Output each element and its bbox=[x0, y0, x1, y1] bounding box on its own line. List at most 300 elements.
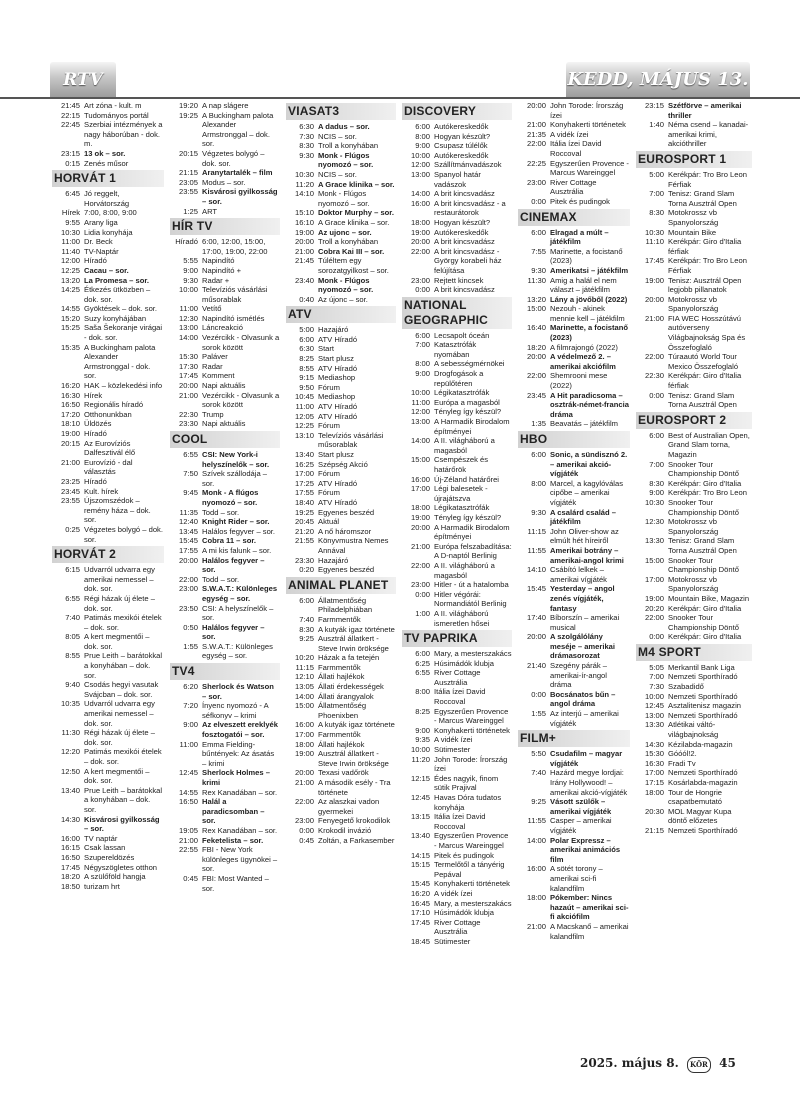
program-row bbox=[286, 701, 396, 720]
program-title: Start bbox=[318, 344, 335, 354]
program-title: Pitek és pudingok bbox=[434, 850, 494, 860]
program-title: Sherlock és Watson – sor. bbox=[202, 682, 274, 701]
program-row bbox=[170, 768, 280, 787]
program-row bbox=[402, 774, 512, 793]
program-title: Szállítmánvadászok bbox=[434, 160, 502, 170]
program-row bbox=[52, 767, 164, 786]
program-row bbox=[170, 276, 280, 286]
program-row bbox=[52, 632, 164, 651]
program-row bbox=[402, 879, 512, 889]
program-row bbox=[170, 740, 280, 769]
program-time: 9:00 bbox=[183, 265, 198, 275]
program-title: Ausztrál állatkert - Steve Irwin öröksége bbox=[318, 749, 389, 768]
program-title: Bíborszín – amerikai musical bbox=[550, 613, 620, 632]
program-row bbox=[402, 199, 512, 218]
program-title: Nemzeti Sporthíradó bbox=[668, 691, 738, 701]
program-row bbox=[518, 159, 630, 178]
program-row bbox=[286, 180, 396, 190]
program-title: Drogfogások a repülőtéren bbox=[434, 369, 484, 388]
tv-listing-columns bbox=[52, 101, 752, 1051]
program-title: A Hit paradicsoma – osztrák-német-francia dráma bbox=[550, 390, 629, 419]
program-time: 21:35 bbox=[526, 129, 546, 139]
program-title: Hazajáró bbox=[318, 555, 349, 565]
program-row bbox=[52, 496, 164, 525]
program-title: Csábító lelkek – amerikai vígjáték bbox=[550, 565, 607, 584]
program-row bbox=[518, 266, 630, 276]
program-time: 22:55 bbox=[178, 845, 198, 855]
program-time: 21:20 bbox=[294, 526, 314, 536]
program-time: 17:45 bbox=[644, 256, 664, 266]
program-row bbox=[170, 187, 280, 206]
program-row bbox=[636, 826, 752, 836]
program-title: Sherlock Holmes – krimi bbox=[202, 768, 270, 787]
program-row bbox=[402, 793, 512, 812]
program-title: Eurovízió - dal választás bbox=[84, 457, 133, 477]
program-time: 8:55 bbox=[299, 363, 314, 373]
program-title: Suzy konyhájában bbox=[84, 313, 147, 323]
program-title: Napindító ismétlés bbox=[202, 313, 265, 323]
program-time: 10:00 bbox=[410, 745, 430, 755]
program-title: Édes nagyik, finom sütik Prajival bbox=[434, 773, 499, 793]
program-time: 15:30 bbox=[644, 749, 664, 759]
program-time: 9:45 bbox=[183, 488, 198, 498]
program-time: 9:00 bbox=[415, 369, 430, 379]
program-row bbox=[286, 189, 396, 208]
program-row bbox=[636, 352, 752, 371]
program-time: 23:40 bbox=[294, 275, 314, 285]
program-title: Knight Rider – sor. bbox=[202, 517, 270, 527]
program-title: Kerékpár: Tro Bro Leon Férfiak bbox=[668, 256, 747, 275]
program-row bbox=[518, 479, 630, 508]
program-row bbox=[170, 362, 280, 372]
program-row bbox=[286, 517, 396, 527]
program-time: 9:25 bbox=[531, 797, 546, 807]
program-time: 19:25 bbox=[294, 507, 314, 517]
program-title: Csak lassan bbox=[84, 843, 126, 853]
program-title: A brit kincsvadász bbox=[434, 237, 495, 247]
channel-header: M4 SPORT bbox=[636, 644, 752, 661]
program-time: 8:25 bbox=[299, 354, 314, 364]
program-title: A nő háromszor bbox=[318, 526, 372, 536]
program-time: 1:55 bbox=[531, 709, 546, 719]
program-time: 17:55 bbox=[294, 488, 314, 498]
program-time: 9:30 bbox=[531, 507, 546, 517]
listing-column bbox=[518, 101, 630, 1051]
program-time: 0:25 bbox=[65, 524, 80, 534]
channel-header: HORVÁT 1 bbox=[52, 170, 164, 187]
program-time: 16:00 bbox=[410, 474, 430, 484]
program-title: Kerékpár: Giro d'Italia bbox=[668, 632, 742, 642]
program-time: 19:20 bbox=[178, 101, 198, 110]
program-title: Vásott szülők – amerikai vígjáték bbox=[550, 797, 612, 816]
program-time: 15:30 bbox=[178, 352, 198, 362]
program-row bbox=[170, 546, 280, 556]
program-time: 13:45 bbox=[178, 526, 198, 536]
program-row bbox=[636, 536, 752, 555]
program-row bbox=[286, 720, 396, 730]
program-time: 7:00 bbox=[415, 340, 430, 350]
program-row bbox=[52, 728, 164, 747]
program-title: Légikatasztrófák bbox=[434, 388, 490, 398]
program-title: Kerékpár: Tro Bro Leon bbox=[668, 488, 747, 498]
program-time: 21:00 bbox=[178, 390, 198, 400]
program-time: 21:15 bbox=[644, 825, 664, 835]
program-row bbox=[636, 170, 752, 189]
program-title: Régi házak új élete – dok. sor. bbox=[84, 728, 155, 747]
program-row bbox=[286, 672, 396, 682]
program-title: Házak a fa tetején bbox=[318, 653, 380, 663]
program-title: Start plusz bbox=[318, 354, 354, 364]
program-time: 15:25 bbox=[60, 323, 80, 333]
program-time: 14:30 bbox=[644, 739, 664, 749]
program-row bbox=[402, 707, 512, 726]
program-time: 11:35 bbox=[179, 507, 198, 517]
program-title: Yesterday – angol zenés vígjáték, fantasy bbox=[550, 584, 615, 613]
program-title: A mi kis falunk – sor. bbox=[202, 545, 272, 555]
program-title: Motokrossz vb Spanyolország bbox=[668, 517, 719, 536]
program-title: Monk - Flúgos nyomozó – sor. bbox=[318, 189, 370, 208]
program-title: A nap slágere bbox=[202, 101, 249, 110]
program-row bbox=[52, 189, 164, 208]
program-title: Elragad a múlt – játékfilm bbox=[550, 227, 609, 247]
program-title: Arany liga bbox=[84, 217, 118, 227]
program-row bbox=[170, 527, 280, 537]
program-row bbox=[286, 653, 396, 663]
program-time: 0:00 bbox=[531, 196, 546, 206]
program-time: 14:00 bbox=[294, 691, 314, 701]
program-title: Egyszerűen Provence - Marcus Wareinggel bbox=[550, 158, 629, 178]
channel-header: VIASAT3 bbox=[286, 103, 396, 120]
program-time: 12:10 bbox=[294, 672, 314, 682]
program-row bbox=[402, 276, 512, 286]
program-row bbox=[286, 692, 396, 702]
program-time: 13:05 bbox=[294, 682, 314, 692]
listing-column bbox=[52, 101, 164, 1051]
program-row bbox=[52, 419, 164, 429]
program-row bbox=[402, 455, 512, 474]
program-time: 17:00 bbox=[410, 484, 430, 494]
program-title: Csudafilm – magyar vígjáték bbox=[550, 749, 623, 768]
header-divider bbox=[0, 97, 800, 99]
program-time: 18:10 bbox=[60, 419, 80, 429]
program-title: Asztalitenisz magazin bbox=[668, 701, 742, 711]
program-time: 12:30 bbox=[178, 313, 198, 323]
program-title: A Buckingham palota Alexander Armstronggal - dok. sor. bbox=[84, 342, 156, 381]
program-row bbox=[286, 460, 396, 470]
program-title: Húsimádók klubja bbox=[434, 658, 494, 668]
program-title: Cacau – sor. bbox=[84, 265, 129, 275]
program-row bbox=[170, 323, 280, 333]
program-time: 13:10 bbox=[294, 430, 314, 440]
program-row bbox=[636, 720, 752, 739]
program-time: 14:00 bbox=[410, 436, 430, 446]
program-time: 6:55 bbox=[415, 668, 430, 678]
program-row bbox=[402, 649, 512, 659]
program-title: Csodás hegyi vasutak Svájcban – dok. sor. bbox=[84, 680, 159, 699]
program-time: 5:55 bbox=[183, 256, 198, 266]
program-time: 7:55 bbox=[531, 246, 546, 256]
program-row bbox=[636, 594, 752, 604]
program-row bbox=[636, 256, 752, 275]
program-row bbox=[170, 536, 280, 546]
program-row bbox=[402, 745, 512, 755]
program-title: La Promesa – sor. bbox=[84, 275, 150, 285]
program-time: 21:45 bbox=[60, 101, 80, 110]
program-row bbox=[518, 450, 630, 479]
program-time: 9:00 bbox=[415, 141, 430, 151]
program-row bbox=[402, 141, 512, 151]
program-row bbox=[402, 388, 512, 398]
channel-header: NATIONAL GEOGRAPHIC bbox=[402, 297, 512, 329]
program-time: 21:00 bbox=[410, 541, 430, 551]
program-time: 13:00 bbox=[410, 417, 430, 427]
program-row bbox=[286, 354, 396, 364]
program-title: Snooker Tour Championship Döntő bbox=[668, 555, 739, 575]
program-title: Nemzeti Sporthíradó bbox=[668, 768, 738, 778]
program-title: NCIS – sor. bbox=[318, 169, 357, 179]
program-title: John Oliver-show az elmúlt hét híreiről bbox=[550, 526, 619, 546]
program-time: 20:00 bbox=[178, 555, 198, 565]
program-time: 13:15 bbox=[410, 812, 430, 822]
program-title: John Torode: Írország ízei bbox=[550, 101, 624, 120]
program-title: Állati árangyalok bbox=[318, 691, 374, 701]
program-title: Hírek bbox=[84, 390, 103, 400]
program-time: 11:10 bbox=[645, 237, 664, 247]
program-row bbox=[170, 556, 280, 575]
program-row bbox=[518, 508, 630, 527]
program-row bbox=[402, 331, 512, 341]
program-time: 9:55 bbox=[65, 217, 80, 227]
program-row bbox=[286, 132, 396, 142]
program-time: 21:00 bbox=[294, 246, 314, 256]
program-title: Négyszögletes otthon bbox=[84, 862, 158, 872]
program-title: Mary, a mesterszakács bbox=[434, 649, 512, 659]
program-title: Ínyenc nyomozó - A séfkonyv – krimi bbox=[202, 701, 269, 720]
program-title: Híradó bbox=[84, 476, 107, 486]
program-row bbox=[170, 797, 280, 826]
program-row bbox=[52, 429, 164, 439]
program-row bbox=[636, 778, 752, 788]
program-row bbox=[402, 590, 512, 609]
program-time: 6:55 bbox=[183, 450, 198, 459]
program-title: Régi házak új élete – dok. sor. bbox=[84, 593, 155, 613]
program-time: 12:25 bbox=[60, 265, 80, 275]
program-row bbox=[518, 101, 630, 120]
program-row bbox=[286, 402, 396, 412]
program-time: 14:55 bbox=[60, 304, 80, 314]
program-time: 11:00 bbox=[411, 397, 430, 407]
program-time: 8:00 bbox=[415, 687, 430, 697]
program-row bbox=[286, 373, 396, 383]
program-title: Motokrossz vb Spanyolország bbox=[668, 294, 719, 314]
program-title: Lány a jövőből (2022) bbox=[550, 294, 628, 304]
program-row bbox=[402, 523, 512, 542]
program-title: Szegény párák – amerikai-ír-angol dráma bbox=[550, 661, 607, 690]
program-row bbox=[286, 778, 396, 797]
program-row bbox=[286, 469, 396, 479]
program-title: Televíziós vásárlási műsorablak bbox=[318, 430, 384, 450]
program-row bbox=[286, 335, 396, 345]
program-time: 10:30 bbox=[644, 227, 664, 237]
program-time: 17:45 bbox=[410, 917, 430, 927]
program-time: 15:45 bbox=[526, 584, 546, 594]
program-row bbox=[636, 807, 752, 826]
program-row bbox=[52, 149, 164, 159]
channel-header: ANIMAL PLANET bbox=[286, 577, 396, 594]
program-row bbox=[170, 874, 280, 893]
program-title: Marinette, a focistanő (2023) bbox=[550, 246, 623, 266]
program-time: 18:00 bbox=[410, 503, 430, 513]
program-time: 14:25 bbox=[60, 285, 80, 295]
program-time: 16:45 bbox=[410, 898, 430, 908]
program-row bbox=[52, 101, 164, 111]
program-title: Aktuál bbox=[318, 517, 340, 527]
program-row bbox=[518, 709, 630, 728]
program-title: Fórum bbox=[318, 382, 340, 392]
program-row bbox=[518, 371, 630, 390]
program-row bbox=[402, 726, 512, 736]
program-time: 18:00 bbox=[410, 217, 430, 227]
program-title: A II. világháború a magasból bbox=[434, 436, 495, 455]
program-row bbox=[52, 834, 164, 844]
program-title: Halál a paradicsomban – sor. bbox=[202, 797, 265, 826]
program-time: 23:00 bbox=[294, 816, 314, 826]
program-time: 6:20 bbox=[183, 682, 198, 692]
program-title: Rex Kanadában – sor. bbox=[202, 825, 278, 835]
program-time: 18:40 bbox=[294, 497, 314, 507]
program-time: 21:15 bbox=[178, 168, 198, 178]
program-time: 16:00 bbox=[526, 864, 546, 874]
program-title: Emma Fielding-bűntények: Az ásatás – krimi bbox=[202, 739, 275, 768]
program-row bbox=[170, 285, 280, 304]
program-title: Konyhakerti történetek bbox=[434, 879, 510, 889]
program-row bbox=[52, 159, 164, 169]
program-row bbox=[52, 872, 164, 882]
program-row bbox=[170, 575, 280, 585]
program-title: Újszomszédok – remény háza – dok. sor. bbox=[84, 496, 151, 525]
program-title: Túraautó World Tour Mexico Összefoglaló bbox=[668, 352, 739, 371]
program-title: Autókereskedők bbox=[434, 122, 489, 131]
program-time: 7:40 bbox=[299, 614, 314, 624]
program-title: Mediashop bbox=[318, 373, 356, 383]
program-time: 10:20 bbox=[294, 653, 314, 663]
program-row bbox=[636, 431, 752, 460]
program-time: 10:35 bbox=[60, 699, 80, 709]
program-title: Mountain Bike, Magazin bbox=[668, 593, 750, 603]
program-title: Best of Australian Open, Grand Slam torna, Magazin bbox=[668, 430, 750, 459]
program-row bbox=[636, 460, 752, 479]
program-row bbox=[52, 487, 164, 497]
program-time: 23:00 bbox=[410, 275, 430, 285]
program-title: Amerikatsi – játékfilm bbox=[550, 265, 629, 275]
program-row bbox=[518, 836, 630, 865]
program-title: Zenés műsor bbox=[84, 158, 129, 168]
program-title: Cobra Kai III – sor. bbox=[318, 246, 385, 256]
program-title: A második esély - Tra története bbox=[318, 778, 391, 797]
program-title: Mediashop bbox=[318, 392, 356, 402]
program-row bbox=[286, 556, 396, 566]
program-row bbox=[170, 352, 280, 362]
program-row bbox=[170, 701, 280, 720]
program-row bbox=[52, 680, 164, 699]
program-time: 15:15 bbox=[410, 860, 430, 870]
section-tab-rtv: RTV bbox=[50, 62, 116, 98]
program-time: 19:00 bbox=[410, 512, 430, 522]
program-row bbox=[636, 672, 752, 682]
program-title: Sonic, a sündisznó 2. – amerikai akció-vígjáték bbox=[550, 450, 628, 479]
program-row bbox=[518, 197, 630, 207]
program-time: 13:00 bbox=[410, 169, 430, 179]
listing-column bbox=[636, 101, 752, 1051]
program-row bbox=[402, 340, 512, 359]
program-row bbox=[636, 237, 752, 256]
program-row bbox=[286, 450, 396, 460]
program-time: 11:00 bbox=[61, 237, 80, 247]
program-time: 20:00 bbox=[526, 352, 546, 362]
program-row bbox=[52, 786, 164, 815]
program-title: Doktor Murphy – sor. bbox=[318, 208, 394, 218]
program-row bbox=[518, 352, 630, 371]
program-title: Marinette, a focistanő (2023) bbox=[550, 323, 629, 343]
program-title: Tenisz: Grand Slam Torna Ausztrál Open bbox=[668, 536, 737, 555]
program-row bbox=[636, 208, 752, 227]
program-title: A védelmező 2. – amerikai akciófilm bbox=[550, 352, 616, 371]
program-title: Casper – amerikai vígjáték bbox=[550, 816, 612, 835]
program-row bbox=[52, 218, 164, 228]
program-time: 17:25 bbox=[294, 478, 314, 488]
program-title: Végzetes bolygó – dok. sor. bbox=[202, 148, 265, 168]
program-title: Katasztrófák nyomában bbox=[434, 340, 477, 359]
program-row bbox=[286, 122, 396, 132]
program-time: 7:00 bbox=[649, 459, 664, 469]
program-title: Merkantil Bank Liga bbox=[668, 662, 735, 672]
program-title: Prue Leith – barátokkal a konyhában – dok. sor. bbox=[84, 651, 163, 680]
program-time: 17:40 bbox=[526, 613, 546, 623]
program-time: 11:55 bbox=[527, 816, 546, 826]
program-time: 0:45 bbox=[183, 873, 198, 883]
program-title: Atlétikai váltó-világbajnokság bbox=[668, 720, 719, 740]
program-row bbox=[52, 458, 164, 477]
program-time: 20:00 bbox=[294, 768, 314, 778]
program-row bbox=[286, 170, 396, 180]
program-time: 6:45 bbox=[65, 189, 80, 199]
program-time: 11:15 bbox=[527, 526, 546, 536]
program-time: 23:00 bbox=[410, 580, 430, 590]
program-row bbox=[286, 836, 396, 846]
program-title: Európa felszabadítása: A D-naptól Berlinig bbox=[434, 541, 512, 561]
program-row bbox=[402, 899, 512, 909]
program-title: Állati érdekességek bbox=[318, 682, 384, 692]
program-time: 8:30 bbox=[649, 478, 664, 488]
program-title: Pókember: Nincs hazaút – amerikai sci-fi akciófilm bbox=[550, 893, 629, 922]
program-title: Prue Leith – barátokkal a konyhában – dok. sor. bbox=[84, 785, 163, 814]
program-row bbox=[286, 498, 396, 508]
program-title: Szupereldözés bbox=[84, 852, 135, 862]
program-row bbox=[286, 488, 396, 498]
program-time: 13:00 bbox=[178, 323, 198, 333]
program-title: Trump bbox=[202, 409, 224, 419]
program-title: Egyenes beszéd bbox=[318, 565, 375, 575]
program-title: Beavatás – játékfilm bbox=[550, 419, 618, 429]
program-row bbox=[402, 189, 512, 199]
program-row bbox=[636, 632, 752, 642]
program-row bbox=[52, 304, 164, 314]
program-title: TV naptár bbox=[84, 833, 118, 843]
program-time: 18:00 bbox=[644, 787, 664, 797]
program-time: 22:00 bbox=[526, 371, 546, 381]
program-row bbox=[518, 139, 630, 158]
program-row bbox=[170, 584, 280, 603]
